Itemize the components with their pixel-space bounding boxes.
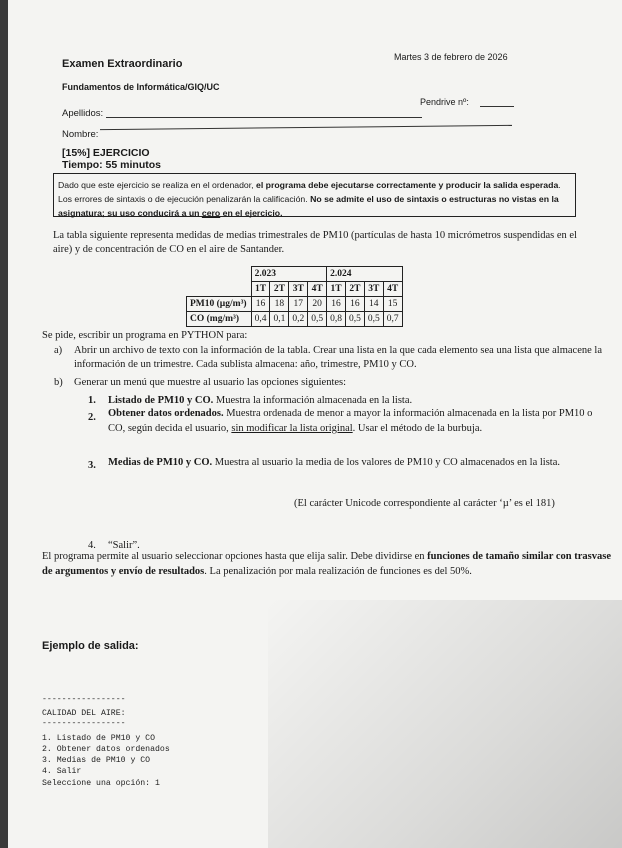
output-menu-line: 4. Salir (42, 767, 82, 776)
table-row (187, 297, 403, 312)
option-2-emphasis: sin modificar la lista original (231, 423, 353, 434)
output-separator: ----------------- (42, 719, 126, 728)
course-name: Fundamentos de Informática/GIQ/UC (62, 82, 220, 92)
exam-page (8, 0, 622, 848)
output-prompt: Seleccione una opción: 1 (42, 779, 160, 788)
option-2-desc: Muestra ordenada de menor a mayor la información almacenada en la lista por PM10 o CO, según decida el usuario, (108, 408, 593, 434)
exercise-weight: [15%] EJERCICIO (62, 147, 150, 159)
option-2-number: 2. (88, 412, 96, 423)
table-cell: 0,1 (270, 312, 289, 327)
table-cell: 0,2 (289, 312, 308, 327)
item-a-text: Abrir un archivo de texto con la información de la tabla. Crear una lista en la que cada elemento sea una lista que almacene la información de un trimestre. Cada sublista almacena: año, trimestre, PM10 y CO. (74, 345, 602, 370)
apellidos-label: Apellidos: (62, 108, 104, 119)
output-menu-line: 2. Obtener datos ordenados (42, 745, 170, 754)
quarter-header: 2T (345, 282, 364, 297)
program-text-2: funciones de tamaño similar con trasvase de argumentos y envío de resultados (42, 551, 611, 577)
task-intro: Se pide, escribir un programa en PYTHON para: (42, 330, 248, 341)
warning-text-4: No se admite el uso de sintaxis o estructuras no vistas en la asignatura; su uso conducirá a un (58, 194, 559, 218)
exam-title: Examen Extraordinario (62, 58, 183, 70)
nombre-field-line (100, 125, 512, 130)
option-4-number: 4. (88, 540, 96, 551)
year-header: 2.023 (251, 267, 327, 282)
table-cell: 16 (251, 297, 270, 312)
table-cell: 14 (364, 297, 383, 312)
row-label: CO (mg/m³) (187, 312, 252, 327)
option-3-number: 3. (88, 460, 96, 471)
exercise-time: Tiempo: 55 minutos (62, 159, 161, 171)
photo-shadow (268, 600, 622, 848)
quarter-header: 4T (383, 282, 402, 297)
table-cell: 0,8 (327, 312, 346, 327)
output-menu-line: 3. Medias de PM10 y CO (42, 756, 151, 765)
table-cell: 17 (289, 297, 308, 312)
intro-paragraph: La tabla siguiente representa medidas de medias trimestrales de PM10 (partículas de hasta 10 micrómetros suspendidas en el aire) y de concentración de CO en el aire de Santander. (53, 230, 577, 255)
table-cell: 18 (270, 297, 289, 312)
table-cell: 16 (345, 297, 364, 312)
warning-text-1: Dado que este ejercicio se realiza en el ordenador, (58, 180, 257, 190)
program-text-1: El programa permite al usuario seleccionar opciones hasta que elija salir. Debe dividirse en (42, 551, 428, 562)
table-cell: 20 (308, 297, 327, 312)
table-cell: 15 (383, 297, 402, 312)
unicode-note: (El carácter Unicode correspondiente al carácter ‘µ’ es el 181) (294, 498, 555, 509)
quarter-header: 3T (289, 282, 308, 297)
option-3-desc: Muestra al usuario la media de los valores de PM10 y CO almacenados en la lista. (212, 457, 560, 468)
apellidos-field-line (106, 117, 422, 118)
option-2-text (108, 406, 608, 436)
program-requirements (42, 549, 620, 579)
program-text-3: . La penalización por mala realización de funciones es del 50%. (204, 566, 472, 577)
row-label: PM10 (µg/m³) (187, 297, 252, 312)
option-4-text: “Salir”. (108, 540, 140, 551)
quarter-header: 2T (270, 282, 289, 297)
output-header: CALIDAD DEL AIRE: (42, 709, 126, 718)
quarter-header: 1T (327, 282, 346, 297)
quarter-header: 1T (251, 282, 270, 297)
year-header: 2.024 (327, 267, 403, 282)
option-1-title: Listado de PM10 y CO. (108, 395, 214, 406)
pendrive-field-line (480, 106, 514, 107)
table-row (187, 267, 403, 282)
option-1-desc: Muestra la información almacenada en la lista. (213, 395, 413, 406)
item-b-text: Generar un menú que muestre al usuario las opciones siguientes: (74, 377, 347, 388)
option-1-number: 1. (88, 395, 96, 406)
warning-text-5: cero (201, 208, 221, 218)
warning-text-6: en el ejercicio. (220, 208, 283, 218)
table-cell: 0,5 (364, 312, 383, 327)
table-cell: 0,4 (251, 312, 270, 327)
option-3-text (108, 455, 608, 470)
table-cell: 16 (327, 297, 346, 312)
warning-box (53, 173, 576, 217)
quarter-header: 4T (308, 282, 327, 297)
option-2-desc-end: . Usar el método de la burbuja. (352, 423, 483, 434)
output-separator: ----------------- (42, 695, 126, 704)
example-title: Ejemplo de salida: (42, 640, 139, 652)
table-row (187, 312, 403, 327)
item-b-marker: b) (54, 377, 63, 388)
exam-date: Martes 3 de febrero de 2026 (394, 52, 508, 62)
table-row (187, 282, 403, 297)
warning-text-2: el programa debe ejecutarse correctamente y producir la salida esperada (256, 180, 559, 190)
output-menu-line: 1. Listado de PM10 y CO (42, 734, 156, 743)
option-3-title: Medias de PM10 y CO. (108, 457, 213, 468)
measurements-table (186, 266, 403, 327)
table-cell: 0,5 (345, 312, 364, 327)
table-cell: 0,7 (383, 312, 402, 327)
item-a-marker: a) (54, 345, 63, 356)
table-cell: 0,5 (308, 312, 327, 327)
warning-text-3: . Los errores de sintaxis o de ejecución penalizarán la calificación. (58, 180, 561, 204)
quarter-header: 3T (364, 282, 383, 297)
option-2-title: Obtener datos ordenados. (108, 408, 224, 419)
pendrive-label: Pendrive nº: (420, 97, 469, 107)
nombre-label: Nombre: (62, 129, 99, 140)
